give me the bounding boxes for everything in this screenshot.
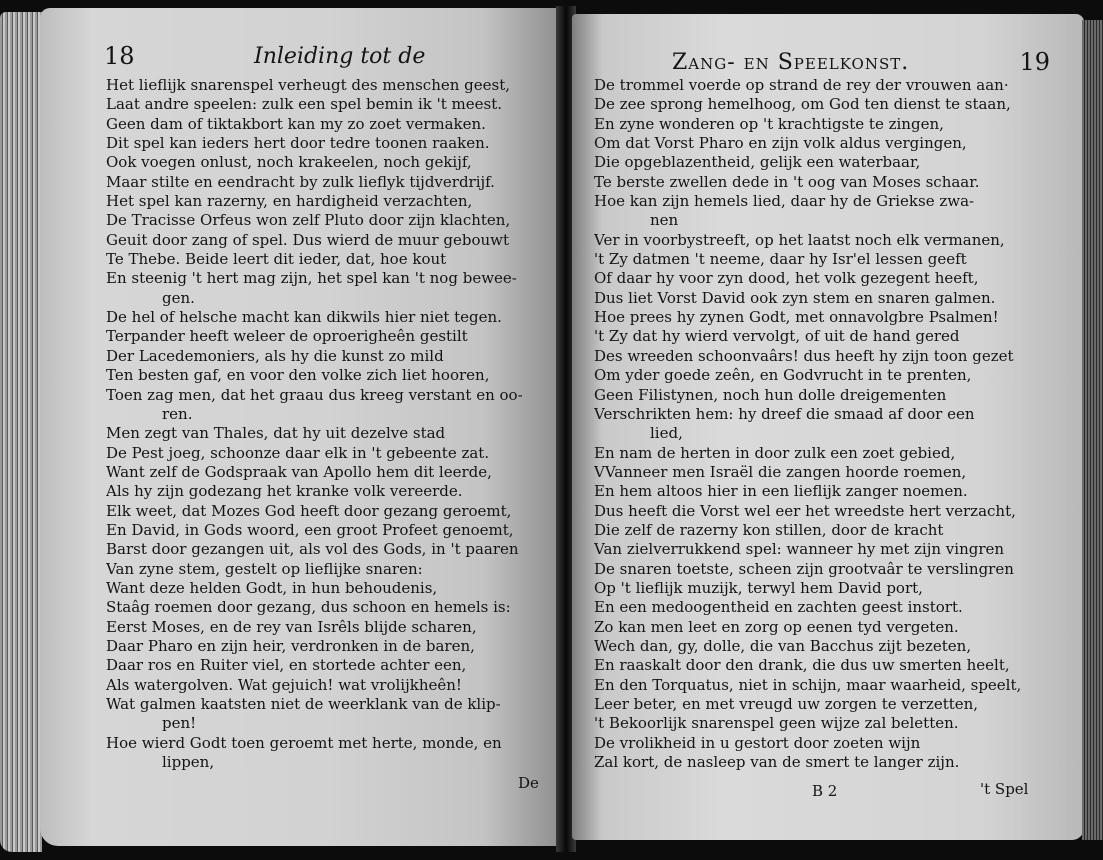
- page-number: 18: [104, 42, 135, 70]
- verse-line: lippen,: [162, 753, 215, 772]
- running-head: Zang- en Speelkonst.: [672, 50, 910, 75]
- page-number: 19: [1019, 48, 1050, 76]
- verse-line: De zee sprong hemelhoog, om God ten dienst te staan,: [594, 95, 1011, 114]
- verse-line: Geen Filistynen, noch hun dolle dreigementen: [594, 385, 947, 404]
- left-page-text: [106, 76, 546, 772]
- verse-line: Op 't lieflijk muzijk, terwyl hem David port,: [594, 578, 923, 597]
- verse-line: Als watergolven. Wat gejuich! wat vrolijkheên!: [106, 675, 462, 694]
- verse-line: En zyne wonderen op 't krachtigste te zingen,: [594, 114, 944, 133]
- verse-line: Leer beter, en met vreugd uw zorgen te verzetten,: [594, 695, 979, 713]
- verse-line: En David, in Gods woord, een groot Profeet genoemt,: [106, 520, 514, 539]
- verse-line: Het spel kan razerny, en hardigheid verzachten,: [106, 192, 473, 211]
- verse-line: Dus liet Vorst David ook zyn stem en snaren galmen.: [594, 288, 996, 307]
- verse-line: Dit spel kan ieders hert door tedre toonen raaken.: [106, 134, 490, 153]
- verse-line: Zo kan men leet en zorg op eenen tyd vergeten.: [594, 617, 959, 636]
- verse-line: Wech dan, gy, dolle, die van Bacchus zijt bezeten,: [594, 636, 972, 655]
- verse-line: Dus heeft die Vorst wel eer het wreedste hert verzacht,: [594, 501, 1016, 520]
- verse-line: Want zelf de Godspraak van Apollo hem dit leerde,: [106, 462, 492, 481]
- verse-line: Om dat Vorst Pharo en zijn volk aldus vergingen,: [594, 134, 967, 153]
- verse-line: 't Zy datmen 't neeme, daar hy Isr'el lessen geeft: [594, 250, 967, 269]
- verse-line: Laat andre speelen: zulk een spel bemin ik 't meest.: [106, 95, 502, 114]
- catchword: De: [518, 774, 539, 792]
- verse-line: Die opgeblazentheid, gelijk een waterbaar,: [594, 153, 921, 172]
- verse-line: Om yder goede zeên, en Godvrucht in te prenten,: [594, 366, 972, 385]
- verse-line: Terpander heeft weleer de oproerigheên gestilt: [106, 327, 468, 346]
- verse-line: Toen zag men, dat het graau dus kreeg verstant en oo-: [106, 385, 523, 404]
- verse-line: En nam de herten in door zulk een zoet gebied,: [594, 443, 956, 462]
- verse-line: Maar stilte en eendracht by zulk lieflyk tijdverdrijf.: [106, 172, 495, 191]
- verse-line: De trommel voerde op strand de rey der vrouwen aan·: [594, 76, 1009, 94]
- verse-line: Ver in voorbystreeft, op het laatst noch elk vermanen,: [594, 230, 1005, 249]
- verse-line: nen: [650, 211, 679, 230]
- verse-line: Het lieflijk snarenspel verheugt des menschen geest,: [106, 76, 511, 94]
- verse-line: Geuit door zang of spel. Dus wierd de muur gebouwt: [106, 230, 510, 249]
- verse-line: gen.: [162, 288, 195, 307]
- signature-mark: B 2: [812, 782, 838, 800]
- page-edges-right: [1082, 20, 1103, 840]
- verse-line: Daar Pharo en zijn heir, verdronken in de baren,: [106, 636, 475, 655]
- verse-line: Des wreeden schoonvaârs! dus heeft hy zijn toon gezet: [594, 346, 1014, 365]
- verse-line: ren.: [162, 404, 193, 423]
- right-page: [572, 14, 1084, 840]
- verse-line: De Tracisse Orfeus won zelf Pluto door zijn klachten,: [106, 211, 511, 230]
- verse-line: De snaren toetste, scheen zijn grootvaâr te verslingren: [594, 559, 1014, 578]
- verse-line: Ook voegen onlust, noch krakeelen, noch gekijf,: [106, 153, 472, 172]
- verse-line: En hem altoos hier in een lieflijk zanger noemen.: [594, 482, 968, 501]
- verse-line: lied,: [650, 424, 683, 443]
- verse-line: En steenig 't hert mag zijn, het spel kan 't nog bewee-: [106, 269, 517, 288]
- right-page-text: [594, 76, 1026, 772]
- verse-line: Verschrikten hem: hy dreef die smaad af door een: [594, 404, 975, 423]
- verse-line: Die zelf de razerny kon stillen, door de kracht: [594, 520, 944, 539]
- verse-line: Hoe prees hy zynen Godt, met onnavolgbre Psalmen!: [594, 308, 999, 327]
- verse-line: Als hy zijn godezang het kranke volk vereerde.: [106, 482, 463, 501]
- verse-line: Wat galmen kaatsten niet de weerklank van de klip-: [106, 695, 501, 713]
- verse-line: Eerst Moses, en de rey van Isrêls blijde scharen,: [106, 617, 477, 636]
- verse-line: Van zyne stem, gestelt op lieflijke snaren:: [106, 559, 423, 578]
- catchword: 't Spel: [980, 780, 1029, 798]
- verse-line: Der Lacedemoniers, als hy die kunst zo mild: [106, 346, 444, 365]
- running-head: Inleiding tot de: [254, 44, 426, 69]
- verse-line: Of daar hy voor zyn dood, het volk gezegent heeft,: [594, 269, 979, 288]
- verse-line: VVanneer men Israël die zangen hoorde roemen,: [594, 462, 967, 481]
- verse-line: De Pest joeg, schoonze daar elk in 't gebeente zat.: [106, 443, 490, 462]
- verse-line: Ten besten gaf, en voor den volke zich liet hooren,: [106, 366, 490, 385]
- verse-line: En raaskalt door den drank, die dus uw smerten heelt,: [594, 656, 1010, 675]
- verse-line: Te Thebe. Beide leert dit ieder, dat, hoe kout: [106, 250, 447, 269]
- left-page: [40, 8, 560, 846]
- verse-line: Elk weet, dat Mozes God heeft door gezang geroemt,: [106, 501, 512, 520]
- left-page-header: [104, 42, 544, 76]
- verse-line: Staâg roemen door gezang, dus schoon en hemels is:: [106, 598, 511, 617]
- verse-line: Te berste zwellen dede in 't oog van Moses schaar.: [594, 172, 980, 191]
- verse-line: Men zegt van Thales, dat hy uit dezelve stad: [106, 424, 446, 443]
- page-edges-left: [0, 12, 42, 852]
- verse-line: 't Bekoorlijk snarenspel geen wijze zal beletten.: [594, 714, 959, 733]
- verse-line: pen!: [162, 714, 197, 733]
- verse-line: De vrolikheid in u gestort door zoeten wijn: [594, 733, 921, 752]
- verse-line: Barst door gezangen uit, als vol des Gods, in 't paaren: [106, 540, 519, 559]
- verse-line: En den Torquatus, niet in schijn, maar waarheid, speelt,: [594, 675, 1022, 694]
- verse-line: Zal kort, de nasleep van de smert te langer zijn.: [594, 753, 960, 772]
- verse-line: Van zielverrukkend spel: wanneer hy met zijn vingren: [594, 540, 1005, 559]
- verse-line: Hoe kan zijn hemels lied, daar hy de Griekse zwa-: [594, 192, 975, 211]
- verse-line: Geen dam of tiktakbort kan my zo zoet vermaken.: [106, 114, 486, 133]
- verse-line: De hel of helsche macht kan dikwils hier niet tegen.: [106, 308, 502, 327]
- verse-line: Hoe wierd Godt toen geroemt met herte, monde, en: [106, 733, 502, 752]
- verse-line: Daar ros en Ruiter viel, en stortede achter een,: [106, 656, 467, 675]
- verse-line: En een medoogentheid en zachten geest instort.: [594, 598, 963, 617]
- verse-line: Want deze helden Godt, in hun behoudenis,: [106, 578, 438, 597]
- verse-line: 't Zy dat hy wierd vervolgt, of uit de hand gered: [594, 327, 960, 346]
